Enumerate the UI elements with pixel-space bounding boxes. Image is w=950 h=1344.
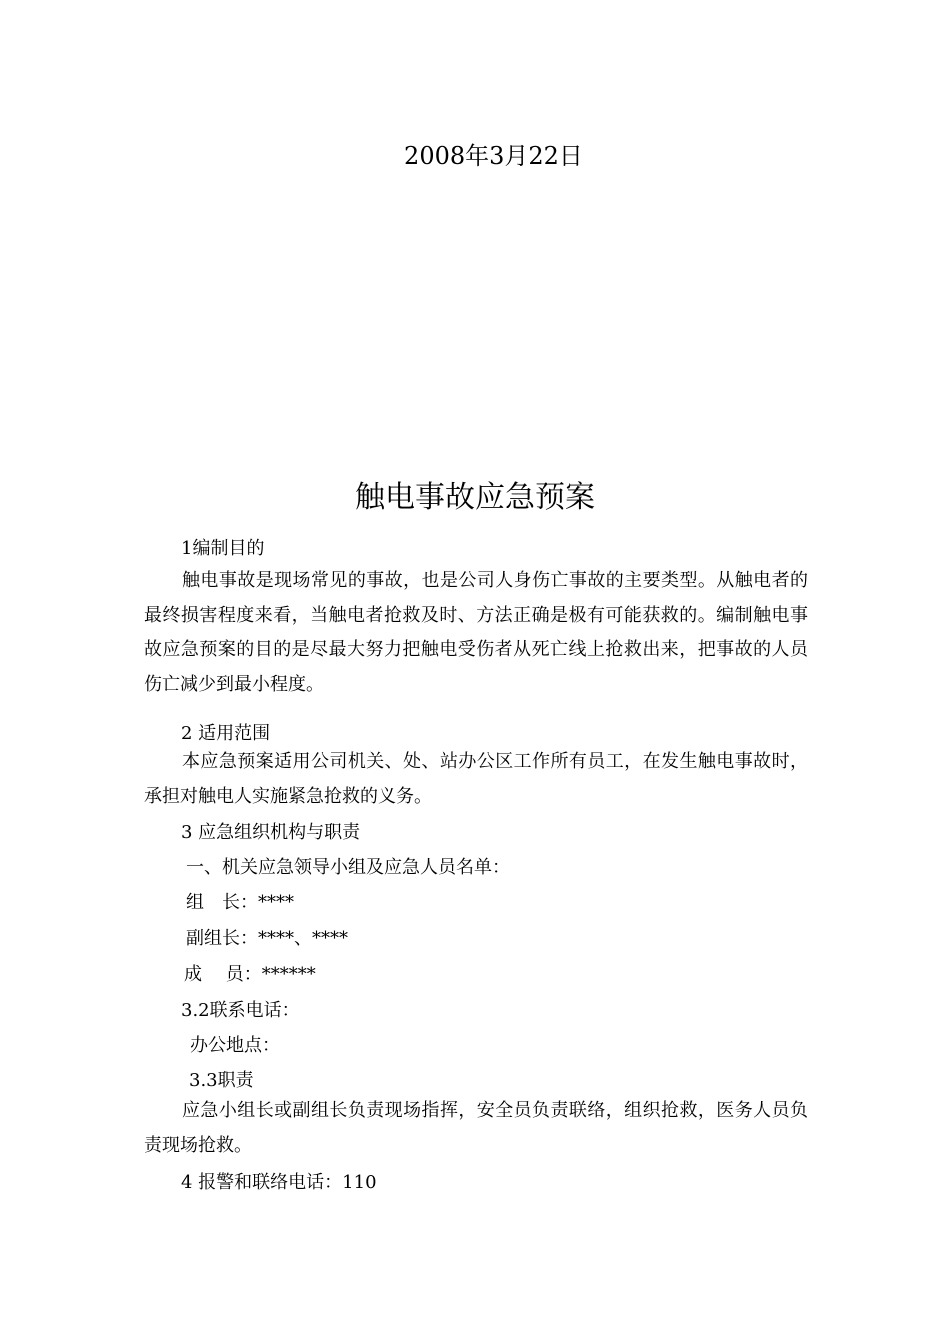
section-3-heading: 3 应急组织机构与职责: [181, 822, 361, 843]
section-3-2-heading: 3.2联系电话：: [181, 1000, 300, 1021]
deputy-leader-entry: 副组长：****、****: [186, 928, 348, 949]
section-3-3-heading: 3.3职责: [189, 1070, 254, 1091]
document-title: 触电事故应急预案: [355, 480, 595, 515]
personnel-list-heading: 一、机关应急领导小组及应急人员名单：: [186, 857, 510, 878]
office-location: 办公地点：: [190, 1035, 280, 1056]
section-2-heading: 2 适用范围: [181, 723, 271, 744]
document-date: 2008年3月22日: [404, 142, 583, 170]
section-1-heading: 1编制目的: [181, 538, 265, 559]
members-entry: 成 员：******: [184, 964, 316, 985]
leader-entry: 组 长：****: [186, 892, 294, 913]
section-1-paragraph: 触电事故是现场常见的事故，也是公司人身伤亡事故的主要类型。从触电者的最终损害程度来看，当触电者抢救及时、方法正确是极有可能获救的。编制触电事故应急预案的目的是尽最大努力把触电受伤者从死亡线上抢救出来，把事故的人员伤亡减少到最小程度。: [144, 570, 808, 695]
section-3-3-paragraph: 应急小组长或副组长负责现场指挥，安全员负责联络，组织抢救，医务人员负责现场抢救。: [144, 1100, 808, 1156]
section-4-heading: 4 报警和联络电话：110: [181, 1172, 377, 1193]
section-2-paragraph: 本应急预案适用公司机关、处、站办公区工作所有员工，在发生触电事故时，承担对触电人实施紧急抢救的义务。: [144, 751, 808, 807]
